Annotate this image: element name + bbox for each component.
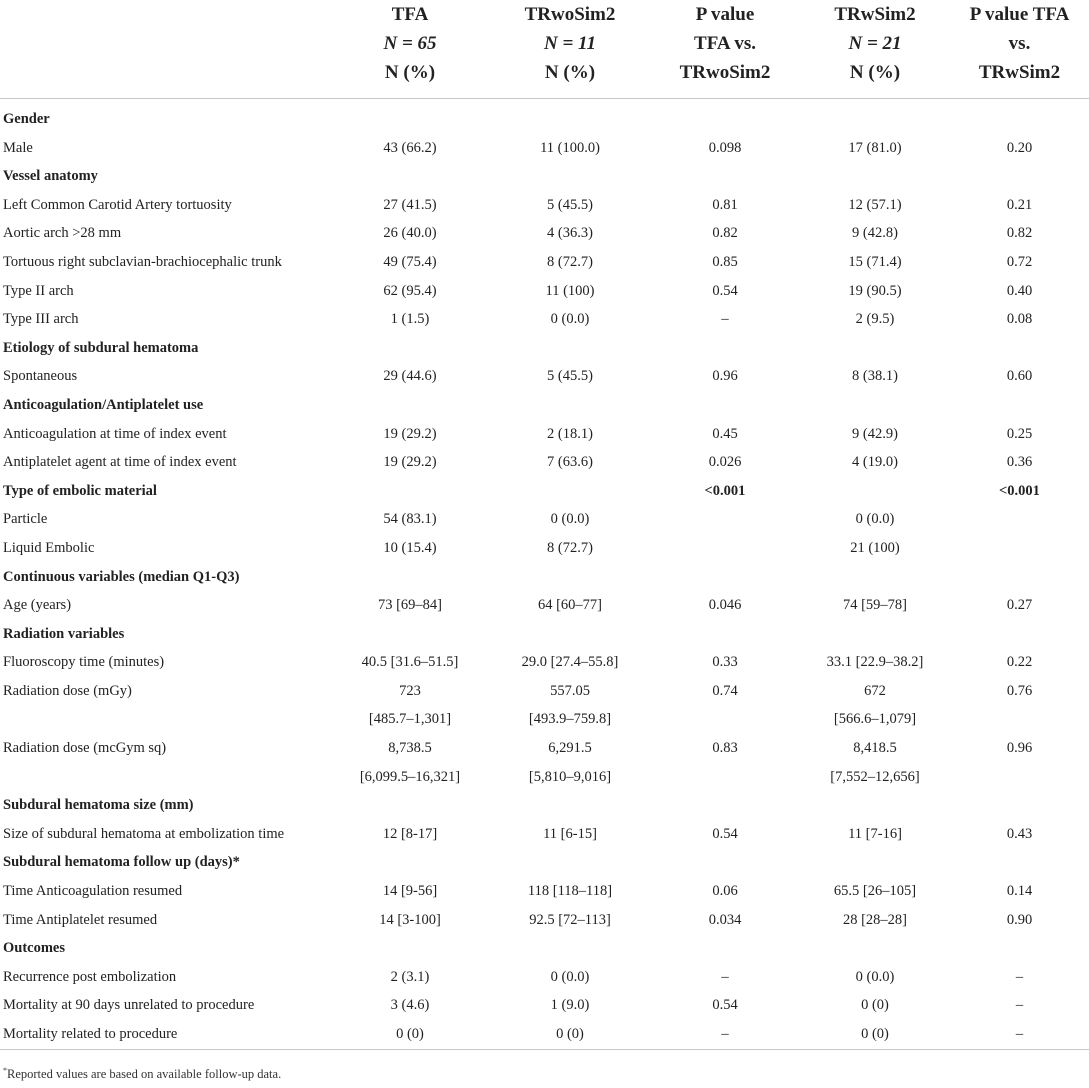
- cell-col-1: 10 (15.4): [383, 539, 437, 556]
- cell-col-1: [330, 162, 490, 191]
- cell-col-5: 0.43: [1006, 825, 1033, 842]
- section-heading: Subdural hematoma follow up (days)*: [3, 854, 240, 871]
- table-row: [0, 648, 1089, 677]
- row-label: Tortuous right subclavian-brachiocephalic trunk: [3, 253, 282, 270]
- cell-col-2: 11 (100.0): [540, 139, 600, 156]
- cell-col-3: 0.33: [712, 654, 738, 671]
- row-label: Aortic arch >28 mm: [3, 225, 122, 242]
- row-label: Type II arch: [3, 282, 74, 299]
- cell-col-2: [490, 477, 650, 506]
- cell-col-4: [800, 477, 950, 506]
- cell-col-5: 0.36: [1006, 454, 1033, 471]
- footnote-text: Reported values are based on available follow-up data.: [7, 1067, 282, 1082]
- cell-col-2: 4 (36.3): [547, 225, 593, 242]
- cell-col-2: 118 [118–118]: [527, 883, 613, 900]
- cell-col-3: [650, 734, 800, 791]
- cell-range: [493.9–759.8]: [528, 711, 612, 728]
- cell-col-4: [800, 934, 950, 963]
- section-heading: Continuous variables (median Q1-Q3): [3, 568, 240, 585]
- cell-col-5: 0.27: [1006, 597, 1033, 614]
- cell-col-3: [650, 162, 800, 191]
- cell-col-3: 0.098: [708, 139, 742, 156]
- cell-col-4: 17 (81.0): [848, 139, 902, 156]
- table-row: [0, 505, 1089, 534]
- cell-col-4: [800, 563, 950, 592]
- cell-col-3: 0.046: [708, 597, 742, 614]
- cell-range: [566.6–1,079]: [833, 711, 917, 728]
- cell-col-1: 29 (44.6): [383, 368, 437, 385]
- header-tfa-unit: N (%): [384, 62, 436, 83]
- cell-col-3: <0.001: [704, 482, 746, 499]
- header-trwosim2: [490, 0, 650, 99]
- cell-col-1: [330, 848, 490, 877]
- table-row: [0, 820, 1089, 849]
- cell-col-1: [330, 391, 490, 420]
- cell-col-2: [490, 734, 650, 791]
- cell-col-1: 14 [9-56]: [382, 883, 438, 900]
- cell-col-4: 11 [7-16]: [848, 825, 902, 842]
- cell-col-3: –: [721, 968, 729, 985]
- table-row: [0, 277, 1089, 306]
- section-row: [0, 620, 1089, 649]
- cell-col-1: 73 [69–84]: [377, 597, 443, 614]
- cell-col-2: [490, 791, 650, 820]
- header-pvalue-2-line1: P value TFA: [969, 4, 1070, 25]
- table-body: [0, 99, 1089, 1049]
- row-label: Liquid Embolic: [3, 539, 95, 556]
- cell-col-5: [950, 391, 1089, 420]
- header-trwsim2: [800, 0, 950, 99]
- cell-col-1: [330, 620, 490, 649]
- cell-col-1: 40.5 [31.6–51.5]: [361, 654, 459, 671]
- cell-col-5: <0.001: [999, 482, 1040, 499]
- cell-col-4: 33.1 [22.9–38.2]: [826, 654, 924, 671]
- cell-col-2: 2 (18.1): [547, 425, 593, 442]
- cell-col-2: 29.0 [27.4–55.8]: [521, 654, 619, 671]
- cell-col-2: 5 (45.5): [547, 368, 593, 385]
- cell-value: 672: [864, 682, 886, 699]
- header-trwsim2-unit: N (%): [849, 62, 901, 83]
- table-row: [0, 448, 1089, 477]
- row-label: Age (years): [3, 597, 72, 614]
- cell-col-2: [490, 99, 650, 134]
- header-pvalue-trwosim2: [650, 0, 800, 99]
- cell-col-5: [950, 791, 1089, 820]
- section-row: [0, 334, 1089, 363]
- row-label: Type III arch: [3, 311, 79, 328]
- cell-col-4: [800, 734, 950, 791]
- row-label: Antiplatelet agent at time of index event: [3, 454, 237, 471]
- cell-col-3: [650, 334, 800, 363]
- cell-col-5: 0.22: [1006, 654, 1033, 671]
- cell-col-5: 0.72: [1006, 253, 1033, 270]
- header-pvalue-2-line2: vs.: [1008, 33, 1031, 54]
- cell-col-1: [330, 477, 490, 506]
- cell-col-3: 0.54: [712, 997, 738, 1014]
- cell-col-2: [490, 334, 650, 363]
- cell-col-4: 4 (19.0): [852, 454, 898, 471]
- header-tfa-name: TFA: [391, 4, 429, 25]
- cell-col-1: 2 (3.1): [390, 968, 430, 985]
- cell-col-5: [950, 563, 1089, 592]
- cell-col-1: [330, 934, 490, 963]
- cell-col-5: [950, 620, 1089, 649]
- header-pvalue-2-line3: TRwSim2: [978, 62, 1061, 83]
- cell-range: [7,552–12,656]: [830, 768, 920, 785]
- table-row: [0, 677, 1089, 734]
- cell-col-2: 0 (0.0): [550, 511, 590, 528]
- header-pvalue-trwsim2: [950, 0, 1089, 99]
- table-row: [0, 305, 1089, 334]
- header-trwsim2-name: TRwSim2: [834, 4, 916, 25]
- cell-col-2: 0 (0.0): [550, 311, 590, 328]
- cell-col-1: [330, 334, 490, 363]
- row-label: Left Common Carotid Artery tortuosity: [3, 196, 232, 213]
- section-row: [0, 791, 1089, 820]
- cell-col-3: 0.54: [712, 825, 738, 842]
- cell-col-4: 21 (100): [850, 539, 900, 556]
- table-row: [0, 191, 1089, 220]
- cell-col-5: 0.14: [1006, 883, 1033, 900]
- cell-col-5: [950, 334, 1089, 363]
- cell-col-3: [650, 934, 800, 963]
- table-row: [0, 991, 1089, 1020]
- cell-col-1: 19 (29.2): [383, 454, 437, 471]
- header-trwsim2-n: N = 21: [848, 33, 902, 54]
- header-tfa-n: N = 65: [383, 33, 437, 54]
- cell-col-4: 8 (38.1): [852, 368, 898, 385]
- cell-col-5: 0.25: [1006, 425, 1033, 442]
- cell-col-4: 2 (9.5): [855, 311, 895, 328]
- cell-col-4: 74 [59–78]: [842, 597, 908, 614]
- cell-col-4: 0 (0): [861, 997, 889, 1014]
- row-label: Time Anticoagulation resumed: [3, 883, 183, 900]
- cell-col-5: [950, 505, 1089, 534]
- cell-col-4: 0 (0.0): [855, 968, 895, 985]
- cell-col-3: [650, 848, 800, 877]
- section-heading: Gender: [3, 111, 50, 127]
- cell-col-2: [490, 934, 650, 963]
- section-heading: Outcomes: [3, 940, 66, 957]
- cell-col-5: 0.60: [1006, 368, 1033, 385]
- header-pvalue-1-line2: TFA vs.: [694, 33, 756, 54]
- cell-col-5: 0.90: [1006, 911, 1033, 928]
- cell-value: 0.74: [712, 682, 738, 699]
- cell-col-3: 0.82: [712, 225, 738, 242]
- cell-col-4: [800, 620, 950, 649]
- cell-col-1: [330, 677, 490, 734]
- cell-col-1: 12 [8-17]: [382, 825, 438, 842]
- cell-col-3: [650, 563, 800, 592]
- table-row: [0, 362, 1089, 391]
- cell-col-3: 0.85: [712, 253, 738, 270]
- cell-col-2: 64 [60–77]: [537, 597, 603, 614]
- cell-col-2: 5 (45.5): [547, 196, 593, 213]
- section-row: [0, 391, 1089, 420]
- section-row: [0, 563, 1089, 592]
- cell-col-1: 27 (41.5): [383, 196, 437, 213]
- cell-col-2: [490, 391, 650, 420]
- cell-range: [485.7–1,301]: [368, 711, 452, 728]
- row-label: Time Antiplatelet resumed: [3, 911, 158, 928]
- cell-col-1: 54 (83.1): [383, 511, 437, 528]
- cell-col-2: 1 (9.0): [550, 997, 590, 1014]
- cell-col-3: 0.81: [712, 196, 738, 213]
- table-row: [0, 219, 1089, 248]
- table-footnote: [3, 1066, 281, 1082]
- cell-col-4: 12 (57.1): [848, 196, 902, 213]
- cell-col-5: –: [1015, 1026, 1024, 1042]
- row-label: Anticoagulation at time of index event: [3, 425, 227, 442]
- cell-col-5: 0.20: [1006, 139, 1033, 156]
- cell-value: 0.76: [1006, 682, 1033, 699]
- cell-col-5: –: [1015, 997, 1024, 1014]
- section-row: [0, 934, 1089, 963]
- footnote-mark: *: [3, 1066, 7, 1075]
- cell-col-2: 8 (72.7): [547, 539, 593, 556]
- cell-col-2: [490, 162, 650, 191]
- cell-col-2: 0 (0.0): [550, 968, 590, 985]
- cell-col-4: [800, 791, 950, 820]
- cell-col-4: 65.5 [26–105]: [833, 883, 917, 900]
- cell-col-5: [950, 734, 1089, 791]
- cell-col-2: 92.5 [72–113]: [529, 911, 611, 928]
- cell-col-1: 62 (95.4): [383, 282, 437, 299]
- table-row: [0, 906, 1089, 935]
- cell-col-3: 0.45: [712, 425, 738, 442]
- section-row: [0, 162, 1089, 191]
- cell-col-5: [950, 677, 1089, 734]
- section-row: [0, 99, 1089, 134]
- cell-col-4: [800, 162, 950, 191]
- cell-col-1: 14 [3-100]: [379, 911, 441, 928]
- cell-col-4: 0 (0): [861, 1026, 889, 1042]
- table-row: [0, 877, 1089, 906]
- cell-col-5: [950, 99, 1089, 134]
- row-label: Mortality at 90 days unrelated to procedure: [3, 997, 255, 1014]
- cell-col-2: 11 [6-15]: [543, 825, 597, 842]
- cell-col-3: 0.026: [708, 454, 742, 471]
- cell-col-5: 0.21: [1006, 196, 1033, 213]
- cell-col-3: [650, 620, 800, 649]
- cell-value: 723: [399, 682, 421, 699]
- cell-col-1: 1 (1.5): [390, 311, 430, 328]
- cell-col-2: 8 (72.7): [547, 253, 593, 270]
- cell-col-1: 43 (66.2): [383, 139, 437, 156]
- section-heading: Type of embolic material: [3, 482, 157, 499]
- cell-col-4: [800, 677, 950, 734]
- row-label: Radiation dose (mcGym sq): [3, 740, 167, 757]
- table-row: [0, 420, 1089, 449]
- section-heading: Anticoagulation/Antiplatelet use: [3, 396, 204, 413]
- cell-col-5: 0.08: [1006, 311, 1033, 328]
- section-heading: Vessel anatomy: [3, 168, 98, 185]
- header-trwosim2-name: TRwoSim2: [524, 4, 616, 25]
- cell-col-4: 9 (42.8): [852, 225, 898, 242]
- cell-col-2: [490, 620, 650, 649]
- cell-value: 0.96: [1006, 740, 1033, 757]
- cell-col-4: [800, 99, 950, 134]
- cell-col-2: 0 (0): [556, 1026, 584, 1042]
- cell-col-2: [490, 677, 650, 734]
- row-label: Size of subdural hematoma at embolization time: [3, 825, 285, 842]
- header-tfa: [330, 0, 490, 99]
- cell-value: 6,291.5: [548, 740, 592, 757]
- section-row: [0, 848, 1089, 877]
- cell-col-4: [800, 848, 950, 877]
- cell-col-1: [330, 563, 490, 592]
- row-label: Fluoroscopy time (minutes): [3, 654, 165, 671]
- cell-col-4: 28 [28–28]: [842, 911, 908, 928]
- cell-col-1: 49 (75.4): [383, 253, 437, 270]
- row-label: Male: [3, 139, 33, 156]
- cell-col-1: 0 (0): [396, 1026, 424, 1042]
- row-label: Recurrence post embolization: [3, 968, 177, 985]
- cell-value: 8,738.5: [388, 740, 432, 757]
- row-label: Mortality related to procedure: [3, 1026, 178, 1042]
- table-bottom-rule: [0, 1049, 1089, 1050]
- cell-col-2: [490, 563, 650, 592]
- header-trwosim2-unit: N (%): [544, 62, 596, 83]
- row-label: Particle: [3, 511, 48, 528]
- row-label: Spontaneous: [3, 368, 78, 385]
- cell-col-4: 0 (0.0): [855, 511, 895, 528]
- table-row: [0, 734, 1089, 791]
- cell-col-4: 15 (71.4): [848, 253, 902, 270]
- cell-col-5: 0.40: [1006, 282, 1033, 299]
- cell-value: 8,418.5: [853, 740, 897, 757]
- row-label: Radiation dose (mGy): [3, 682, 132, 699]
- cell-col-3: 0.96: [712, 368, 738, 385]
- cell-col-3: –: [721, 1026, 729, 1042]
- cell-col-4: [800, 334, 950, 363]
- table-row: [0, 134, 1089, 163]
- cell-col-3: [650, 677, 800, 734]
- cell-col-1: [330, 99, 490, 134]
- section-heading: Subdural hematoma size (mm): [3, 797, 194, 814]
- table-row: [0, 591, 1089, 620]
- cell-value: 557.05: [550, 682, 590, 699]
- cell-col-3: –: [721, 311, 729, 328]
- cell-col-5: [950, 534, 1089, 563]
- cell-col-3: 0.06: [712, 883, 738, 900]
- cell-range: [6,099.5–16,321]: [359, 768, 461, 785]
- cell-col-1: 26 (40.0): [383, 225, 437, 242]
- cell-col-5: [950, 848, 1089, 877]
- cell-col-3: [650, 505, 800, 534]
- table-row: [0, 248, 1089, 277]
- header-trwosim2-n: N = 11: [544, 33, 596, 54]
- header-label-cell: [0, 0, 330, 99]
- cell-col-3: 0.54: [712, 282, 738, 299]
- cell-range: [5,810–9,016]: [528, 768, 612, 785]
- cell-col-5: [950, 162, 1089, 191]
- cell-col-5: –: [1015, 968, 1024, 985]
- header-pvalue-1-line3: TRwoSim2: [679, 62, 771, 83]
- section-heading: Radiation variables: [3, 625, 125, 642]
- header-pvalue-1-line1: P value: [695, 4, 755, 25]
- section-row: [0, 477, 1089, 506]
- cell-col-3: [650, 791, 800, 820]
- cell-col-4: 9 (42.9): [852, 425, 898, 442]
- cell-col-1: [330, 791, 490, 820]
- cell-col-5: [950, 934, 1089, 963]
- table-row: [0, 534, 1089, 563]
- cell-col-2: [490, 848, 650, 877]
- cell-col-2: 7 (63.6): [547, 454, 593, 471]
- cell-col-3: 0.034: [708, 911, 742, 928]
- cell-col-2: 11 (100): [545, 282, 595, 299]
- cell-col-4: [800, 391, 950, 420]
- cell-col-1: 19 (29.2): [383, 425, 437, 442]
- cell-col-3: [650, 534, 800, 563]
- cell-value: 0.83: [712, 740, 738, 757]
- cell-col-4: 19 (90.5): [848, 282, 902, 299]
- cell-col-3: [650, 391, 800, 420]
- cell-col-1: 3 (4.6): [390, 997, 430, 1014]
- cell-col-5: 0.82: [1006, 225, 1033, 242]
- section-heading: Etiology of subdural hematoma: [3, 339, 199, 356]
- cell-col-3: [650, 99, 800, 134]
- table-row: [0, 963, 1089, 992]
- table-row: [0, 1020, 1089, 1049]
- cell-col-1: [330, 734, 490, 791]
- table-header: [0, 0, 1089, 99]
